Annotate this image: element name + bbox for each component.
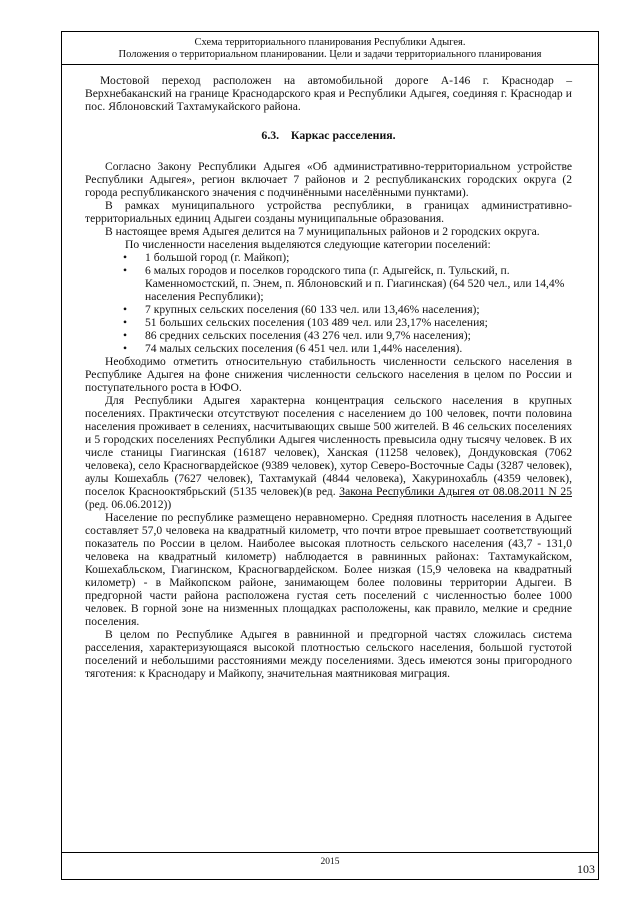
list-item: • 51 больших сельских поселения (103 489 чел. или 23,17% населения;	[123, 316, 572, 329]
running-header	[62, 37, 598, 61]
header-title: Схема территориального планирования Республики Адыгея.	[194, 37, 466, 48]
section-heading	[85, 129, 572, 142]
paragraph-categories: По численности населения выделяются следующие категории поселений:	[125, 238, 491, 251]
paragraph-density: Население по республике размещено неравномерно. Средняя плотность населения в Адыгее составляет 57,0 человека на квадратный километр, что почти втрое превышает соответствующий показатель по России в целом. Наиболее высокая плотность сельского населения (43,7 - 131,0 человека на квадратный километр) наблюдается в равнинных районах: Тахтамукайском, Кошехабльском, Гиагинском, Красногвардейском. Более низкая (15,9 человека на квадратный километр) - в Майкопском районе, занимающем более половины территории Адыгеи. В предгорной части района расположена густая сеть поселений с численностью более 1000 человек. В горной зоне на низменных площадках расположены, как правило, мелкие и средние поселения.	[85, 511, 572, 628]
page-number: 103	[577, 862, 595, 876]
settlement-categories-list	[85, 251, 572, 355]
list-item: • 74 малых сельских поселения (6 451 чел. или 1,44% населения).	[123, 342, 572, 355]
list-item: • 86 средних сельских поселения (43 276 чел. или 9,7% населения);	[123, 329, 572, 342]
law-reference-link[interactable]: Закона Республики Адыгея от 08.08.2011 N 25	[339, 485, 572, 498]
paragraph-concentration	[85, 394, 572, 511]
document-body	[85, 74, 572, 680]
section-number: 6.3.	[261, 128, 280, 142]
paragraph-municipal: В рамках муниципального устройства республики, в границах административно-территориальных единиц Адыгеи созданы муниципальные образования.	[85, 199, 572, 225]
paragraph-division: В настоящее время Адыгея делится на 7 муниципальных районов и 2 городских округа.	[105, 225, 540, 238]
paragraph-law: Согласно Закону Республики Адыгея «Об административно-территориальном устройстве Республики Адыгея», регион включает 7 районов и 2 республиканских городских округа (2 города республиканского значения с подчинёнными населёнными пунктами).	[85, 160, 572, 199]
footer-divider	[62, 852, 598, 853]
header-subtitle: Положения о территориальном планировании. Цели и задачи территориального планирования	[118, 49, 542, 60]
header-divider	[62, 64, 598, 65]
paragraph-stability: Необходимо отметить относительную стабильность численности сельского населения в Республике Адыгея на фоне снижения численности сельского населения в целом по России и поступательного роста в ЮФО.	[85, 355, 572, 394]
list-item: • 7 крупных сельских поселения (60 133 чел. или 13,46% населения);	[123, 303, 572, 316]
concentration-tail: (ред. 06.06.2012))	[85, 498, 172, 511]
concentration-text: Для Республики Адыгея характерна концентрация сельского населения в крупных поселениях. Практически отсутствуют поселения с населением до 100 человек, почти половина населения проживает в селениях, насчитывающих свыше 500 жителей. В 46 сельских поселениях и 5 городских поселениях Республики Адыгея численность превысила одну тысячу человек. В их числе станицы Гиагинская (16187 человек), Ханская (11258 человек), Дондуковская (7062 человека), село Красногвардейское (9389 человек), хутор Северо-Восточные Сады (3287 человек), аулы Кошехабль (7627 человек), Тахтамукай (4844 человека), Хакуринохабль (4359 человек), поселок Краснооктябрьский (5135 человек)(в ред.	[85, 394, 572, 498]
footer-year: 2015	[320, 857, 340, 867]
list-item: • 6 малых городов и поселков городского типа (г. Адыгейск, п. Тульский, п. Каменномостский, п. Энем, п. Яблоновский и п. Гиагинская) (64 520 чел., или 14,4% населения Республики);	[123, 264, 572, 303]
intro-paragraph: Мостовой переход расположен на автомобильной дороге А-146 г. Краснодар – Верхнебаканский на границе Краснодарского края и Республики Адыгея, соединяя г. Краснодар и пос. Яблоновский Тахтамукайского района.	[85, 74, 572, 113]
section-title: Каркас расселения.	[290, 128, 396, 142]
list-item: • 1 большой город (г. Майкоп);	[123, 251, 572, 264]
paragraph-settlement-system: В целом по Республике Адыгея в равнинной и предгорной частях сложилась система расселения, характеризующаяся высокой плотностью сельского населения, большой густотой поселений и небольшими расстояниями между поселениями. Здесь имеются зоны пригородного тяготения: к Краснодару и Майкопу, значительная маятниковая миграция.	[85, 628, 572, 680]
